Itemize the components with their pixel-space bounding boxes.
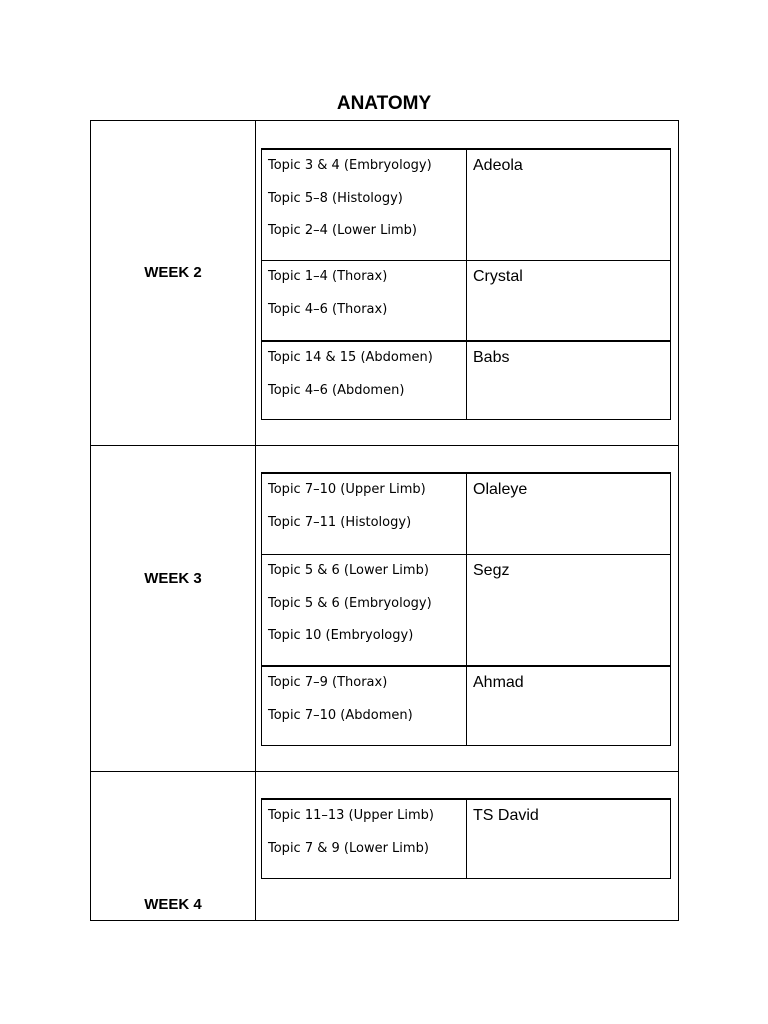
assignment-row	[262, 150, 670, 260]
assignee-name: Ahmad	[473, 674, 524, 691]
topics-cell	[262, 667, 467, 745]
week-section	[91, 121, 678, 446]
column-divider	[255, 446, 256, 772]
week-section	[91, 445, 678, 772]
assignment-table	[261, 798, 671, 879]
topic-item: Topic 5 & 6 (Lower Limb)	[268, 563, 429, 578]
page-title: ANATOMY	[336, 93, 432, 114]
topics-cell	[262, 150, 467, 260]
topic-item: Topic 11–13 (Upper Limb)	[268, 808, 434, 823]
topic-item: Topic 10 (Embryology)	[268, 628, 414, 643]
topic-item: Topic 5 & 6 (Embryology)	[268, 595, 432, 611]
assignment-row	[262, 665, 670, 745]
topic-item: Topic 2–4 (Lower Limb)	[268, 223, 417, 238]
assignment-row	[262, 800, 670, 878]
topic-item: Topic 7–10 (Upper Limb)	[268, 482, 426, 497]
assignee-name: Segz	[473, 562, 510, 579]
topic-item: Topic 7 & 9 (Lower Limb)	[268, 840, 429, 856]
topics-cell	[262, 342, 467, 419]
topic-item: Topic 3 & 4 (Embryology)	[268, 158, 432, 173]
topic-item: Topic 4–6 (Thorax)	[268, 301, 388, 317]
schedule-table	[90, 120, 679, 921]
assignee-name: Adeola	[473, 157, 523, 174]
topic-item: Topic 7–9 (Thorax)	[268, 675, 388, 690]
topics-cell	[262, 474, 467, 554]
assignee-name: TS David	[473, 807, 539, 824]
column-divider	[255, 772, 256, 920]
column-divider	[255, 121, 256, 446]
week-section	[91, 771, 678, 920]
assignment-row	[262, 340, 670, 419]
topic-item: Topic 1–4 (Thorax)	[268, 269, 388, 284]
week-label: WEEK 2	[144, 264, 202, 281]
assignee-name: Babs	[473, 349, 510, 366]
topic-item: Topic 14 & 15 (Abdomen)	[268, 350, 433, 365]
topic-item: Topic 5–8 (Histology)	[268, 190, 403, 206]
assignee-name: Crystal	[473, 268, 523, 285]
assignee-name: Olaleye	[473, 481, 528, 498]
topics-cell	[262, 555, 467, 665]
topic-item: Topic 4–6 (Abdomen)	[268, 382, 405, 398]
assignment-table	[261, 472, 671, 746]
assignment-row	[262, 260, 670, 340]
assignment-row	[262, 474, 670, 554]
assignment-row	[262, 554, 670, 665]
week-label: WEEK 4	[144, 896, 202, 913]
week-label: WEEK 3	[144, 570, 202, 587]
topic-item: Topic 7–11 (Histology)	[268, 514, 412, 530]
assignment-table	[261, 148, 671, 420]
topic-item: Topic 7–10 (Abdomen)	[268, 707, 413, 723]
topics-cell	[262, 800, 467, 878]
topics-cell	[262, 261, 467, 340]
